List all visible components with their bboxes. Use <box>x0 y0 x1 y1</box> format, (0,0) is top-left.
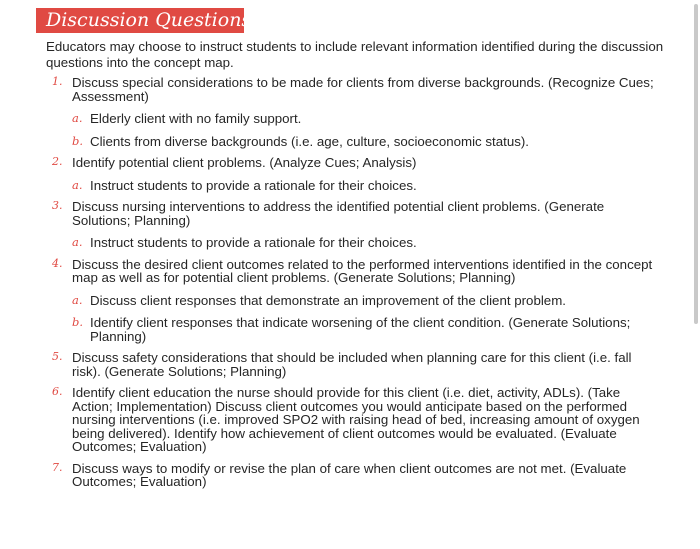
discussion-question-list <box>0 74 700 489</box>
question-number: 5. <box>52 350 63 363</box>
sub-question-letter: b. <box>72 315 84 329</box>
question-item <box>0 460 700 489</box>
question-text: Discuss ways to modify or revise the plan of care when client outcomes are not met. (Evaluate Outcomes; Evaluation) <box>72 460 627 489</box>
sub-question-text: Instruct students to provide a rationale for their choices. <box>90 235 417 250</box>
sub-question-item <box>0 133 700 149</box>
question-text: Identify potential client problems. (Analyze Cues; Analysis) <box>72 155 417 170</box>
sub-question-item <box>0 234 700 250</box>
sub-question-letter: a. <box>72 177 83 192</box>
sub-question-item <box>0 177 700 193</box>
question-item <box>0 198 700 250</box>
question-text: Discuss safety considerations that should be included when planning care for this client (i.e. fall risk). (Generate Solutions; Planning) <box>72 350 632 379</box>
question-number: 3. <box>52 199 63 212</box>
sub-question-item <box>0 314 700 343</box>
sub-question-item <box>0 292 700 308</box>
sub-question-text: Elderly client with no family support. <box>90 111 302 126</box>
question-number: 6. <box>52 385 63 398</box>
sub-question-letter: a. <box>72 111 83 125</box>
question-item <box>0 154 700 192</box>
sub-question-letter: a. <box>72 235 83 249</box>
sub-question-text: Discuss client responses that demonstrate an improvement of the client problem. <box>90 292 566 308</box>
question-item <box>0 74 700 148</box>
sub-question-text: Clients from diverse backgrounds (i.e. age, culture, socioeconomic status). <box>90 133 529 149</box>
sub-question-letter: b. <box>72 133 84 148</box>
question-number: 2. <box>52 155 63 168</box>
sub-question-text: Identify client responses that indicate worsening of the client condition. (Generate Solutions; Planning) <box>90 315 631 344</box>
section-title: Discussion Questions <box>36 8 244 33</box>
question-text: Discuss special considerations to be made for clients from diverse backgrounds. (Recognize Cues; Assessment) <box>72 75 654 104</box>
sub-question-text: Instruct students to provide a rationale for their choices. <box>90 177 417 193</box>
question-number: 1. <box>52 75 63 88</box>
question-text: Identify client education the nurse should provide for this client (i.e. diet, activity, ADLs). (Take Action; Implementation) Discuss client outcomes you would anticipate based on the performed nursing interventions (i.e. improved SPO2 with raising head of bed, increasing amount of oxygen being delivered). Identify how achievement of client outcomes would be evaluated. (Evaluate Outcomes; Evaluation) <box>72 385 640 454</box>
question-text: Discuss the desired client outcomes related to the performed interventions identified in the concept map as well as for potential client problems. (Generate Solutions; Planning) <box>72 256 653 285</box>
question-item <box>0 256 700 344</box>
question-item <box>0 384 700 454</box>
sub-question-item <box>0 110 700 126</box>
question-number: 7. <box>52 460 63 474</box>
intro-paragraph: Educators may choose to instruct students to include relevant information identified during the discussion questions into the concept map. <box>46 39 664 70</box>
sub-question-letter: a. <box>72 292 83 307</box>
question-number: 4. <box>52 256 63 270</box>
question-text: Discuss nursing interventions to address the identified potential client problems. (Generate Solutions; Planning) <box>72 199 605 228</box>
question-item <box>0 349 700 378</box>
scrollbar[interactable] <box>694 4 698 324</box>
